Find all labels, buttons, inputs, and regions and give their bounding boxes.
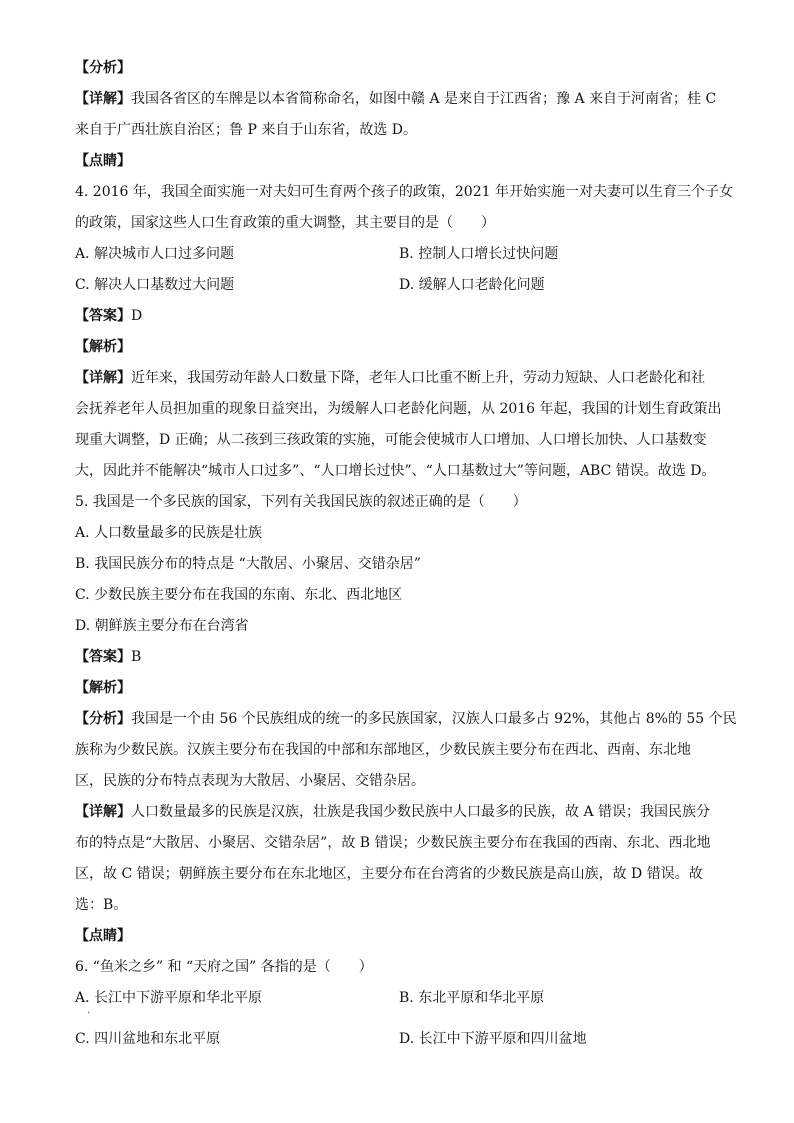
paragraph — [75, 182, 733, 233]
section-tag: 【分析】 — [75, 60, 131, 76]
paragraph-line: 布的特点是“大散居、小聚居、交错杂居”，故 B 错误；少数民族主要分布在我国的西南、东北、西北地 — [75, 835, 711, 851]
section-text: 人口数量最多的民族是汉族，壮族是我国少数民族中人口最多的民族，故 A 错误；我国民族分 — [131, 804, 711, 820]
text-line: A. 人口数量最多的民族是壮族 — [75, 525, 263, 541]
document-page — [75, 58, 737, 1060]
text-line — [75, 926, 725, 946]
option-row — [75, 988, 725, 1019]
section-text: 近年来，我国劳动年龄人口数量下降，老年人口比重不断上升，劳动力短缺、人口老龄化和社 — [131, 370, 705, 386]
text-line: C. 少数民族主要分布在我国的东南、东北、西北地区 — [75, 587, 403, 603]
section-tag: 【点睛】 — [75, 153, 131, 169]
paragraph-line: 会抚养老年人员担加重的现象日益突出，为缓解人口老龄化问题，从 2016 年起，我国的计划生育政策出 — [75, 401, 722, 417]
text-line — [75, 678, 725, 698]
section-tag: 【答案】 — [75, 649, 131, 665]
section-text: D — [131, 308, 143, 324]
section-tag: 【答案】 — [75, 308, 131, 324]
paragraph — [75, 709, 737, 791]
option-row — [75, 1029, 725, 1049]
text-line — [75, 58, 725, 78]
paragraph — [75, 89, 725, 140]
paragraph-line: 区，故 C 错误；朝鲜族主要分布在东北地区，主要分布在台湾省的少数民族是高山族，故 D 错误。故 — [75, 866, 703, 882]
text-line: D. 朝鲜族主要分布在台湾省 — [75, 618, 249, 634]
section-tag: 【详解】 — [75, 804, 131, 820]
option-left: A. 解决城市人口过多问题 — [75, 246, 235, 262]
option-left: C. 四川盆地和东北平原 — [75, 1031, 221, 1047]
paragraph-line — [75, 368, 725, 388]
option-left: C. 解决人口基数过大问题 — [75, 277, 235, 293]
paragraph-line — [75, 709, 737, 729]
paragraph-line: 选：B。 — [75, 897, 128, 913]
text-line — [75, 151, 725, 171]
paragraph-line: 来自于广西壮族自治区；鲁 P 来自于山东省，故选 D。 — [75, 122, 417, 138]
stray-dot: · — [87, 1008, 91, 1019]
paragraph-line — [75, 89, 725, 109]
section-tag: 【点睛】 — [75, 928, 131, 944]
option-row — [75, 275, 725, 295]
paragraph-line: 大，因此并不能解决“城市人口过多”、“人口增长过快”、“人口基数过大”等问题，ABC 错误。故选 D。 — [75, 463, 716, 479]
option-right: B. 东北平原和华北平原 — [399, 990, 545, 1006]
option-right: D. 长江中下游平原和四川盆地 — [399, 1031, 587, 1047]
paragraph-line: 的政策，国家这些人口生育政策的重大调整，其主要目的是（ ） — [75, 215, 495, 231]
section-tag: 【详解】 — [75, 370, 131, 386]
text-line: B. 我国民族分布的特点是 “大散居、小聚居、交错杂居” — [75, 556, 421, 572]
text-line: 5. 我国是一个多民族的国家，下列有关我国民族的叙述正确的是（ ） — [75, 494, 527, 510]
paragraph-line — [75, 802, 725, 822]
option-left: A. 长江中下游平原和华北平原 — [75, 990, 263, 1006]
paragraph — [75, 802, 725, 915]
option-right: D. 缓解人口老龄化问题 — [399, 277, 545, 293]
text-line — [75, 337, 725, 357]
section-text: B — [131, 649, 142, 665]
section-tag: 【解析】 — [75, 339, 131, 355]
text-line: 6. “鱼米之乡” 和 “天府之国” 各指的是（ ） — [75, 959, 373, 975]
section-tag: 【解析】 — [75, 680, 131, 696]
section-tag: 【分析】 — [75, 711, 131, 727]
text-line — [75, 647, 725, 667]
paragraph-line: 4. 2016 年，我国全面实施一对夫妇可生育两个孩子的政策，2021 年开始实施一对夫妻可以生育三个子女 — [75, 184, 733, 200]
paragraph-line: 族称为少数民族。汉族主要分布在我国的中部和东部地区，少数民族主要分布在西北、西南、东北地 — [75, 742, 691, 758]
section-text: 我国是一个由 56 个民族组成的统一的多民族国家，汉族人口最多占 92%，其他占 8%的 55 个民 — [131, 711, 737, 727]
option-right: B. 控制人口增长过快问题 — [399, 246, 559, 262]
paragraph — [75, 368, 725, 481]
option-row — [75, 244, 725, 264]
section-text: 我国各省区的车牌是以本省简称命名，如图中赣 A 是来自于江西省；豫 A 来自于河南省；桂 C — [131, 91, 717, 107]
text-line — [75, 306, 725, 326]
section-tag: 【详解】 — [75, 91, 131, 107]
paragraph-line: 现重大调整，D 正确；从二孩到三孩政策的实施，可能会使城市人口增加、人口增长加快、人口基数变 — [75, 432, 707, 448]
paragraph-line: 区，民族的分布特点表现为大散居、小聚居、交错杂居。 — [75, 773, 425, 789]
